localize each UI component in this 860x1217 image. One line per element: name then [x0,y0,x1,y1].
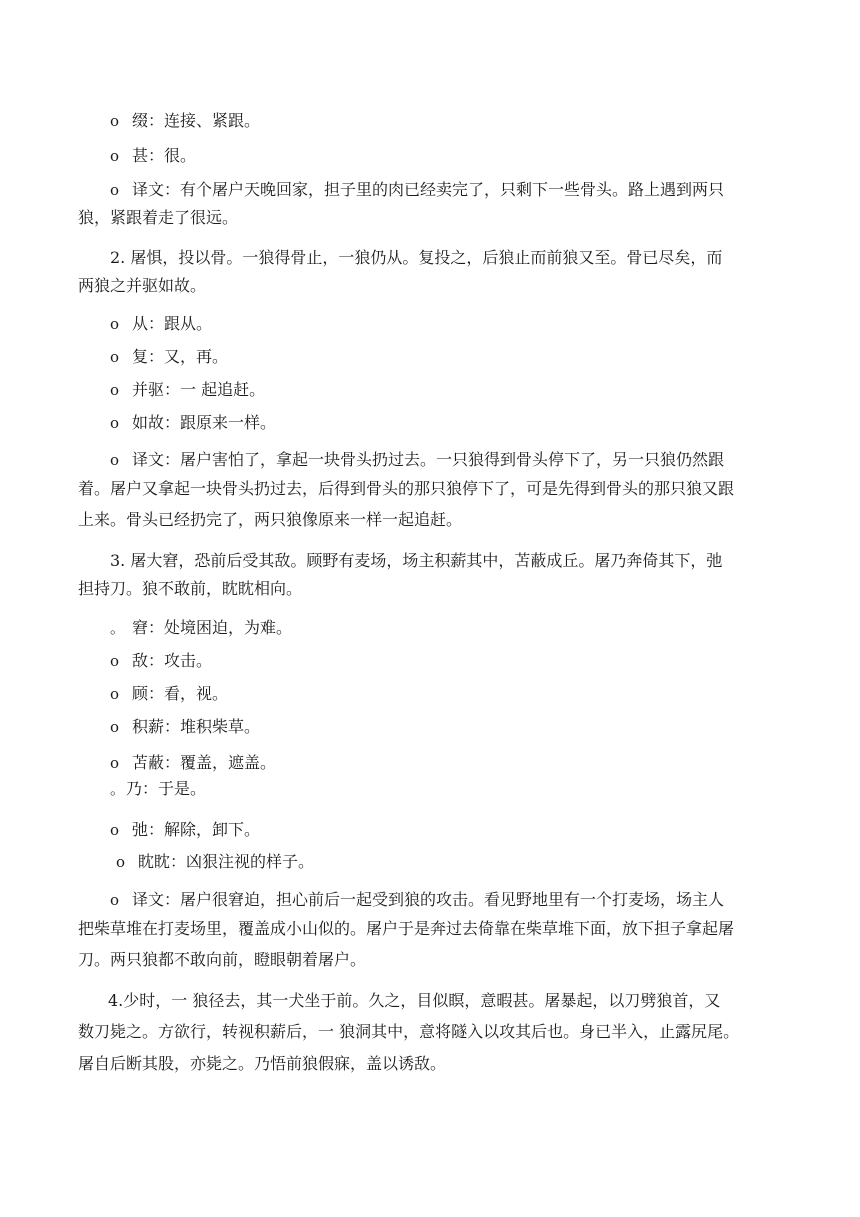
note-item [110,753,276,773]
source-paragraph-line [78,1054,446,1074]
translation-text: 译文：有个屠户天晚回家，担子里的肉已经卖完了，只剩下一些骨头。路上遇到两只 [132,180,725,199]
note-text: 弛：解除，卸下。 [132,820,261,839]
translation-text: 译文：屠户很窘迫，担心前后一起受到狼的攻击。看见野地里有一个打麦场，场主人 [132,890,725,909]
bullet-marker: o [110,147,120,165]
translation-line [78,479,734,499]
bullet-marker: o [110,652,120,670]
note-text: 从：跟从。 [132,314,213,333]
bullet-marker: 。 [110,780,126,798]
note-text: 缀：连接、紧跟。 [132,111,261,130]
source-paragraph-line [110,551,722,571]
translation-text: 译文：屠户害怕了，拿起一块骨头扔过去。一只狼得到骨头停下了，另一只狼仍然跟 [132,450,725,469]
note-text: 敌：攻击。 [132,651,213,670]
translation-text: 狼，紧跟着走了很远。 [78,208,239,227]
note-text: 复：又，再。 [132,347,229,366]
note-text: 积薪：堆积柴草。 [132,717,261,736]
source-paragraph-line [78,1022,739,1042]
source-paragraph-line [78,579,302,599]
source-paragraph-line [108,991,720,1011]
bullet-marker: o [110,451,120,469]
translation-line [78,208,238,228]
note-text: 苫蔽：覆盖，遮盖。 [132,753,277,772]
note-item [110,111,260,131]
note-item [110,413,276,433]
note-text: 并驱：一 起追赶。 [132,380,266,399]
translation-text: 刀。两只狼都不敢向前，瞪眼朝着屠户。 [78,950,367,969]
note-item [110,820,260,840]
note-text: 窘：处境困迫，为难。 [132,618,293,637]
note-item [110,347,228,367]
note-text: 如故：跟原来一样。 [132,413,277,432]
translation-line [78,950,366,970]
translation-line [78,919,734,939]
note-item [110,380,265,400]
note-item [116,852,314,872]
translation-line [110,890,724,910]
note-text: 乃：于是。 [126,779,207,798]
paragraph-text: 两狼之并驱如故。 [78,276,207,295]
bullet-marker: o [110,112,120,130]
bullet-marker: o [116,853,126,871]
translation-line [78,510,462,530]
source-paragraph-line [110,248,722,268]
bullet-marker: o [110,348,120,366]
translation-text: 把柴草堆在打麦场里，覆盖成小山似的。屠户于是奔过去倚靠在柴草堆下面，放下担子拿起屠 [78,919,735,938]
paragraph-text: 2. 屠惧，投以骨。一狼得骨止，一狼仍从。复投之，后狼止而前狼又至。骨已尽矣，而 [110,248,723,267]
note-item [110,684,228,704]
bullet-marker: o [110,381,120,399]
source-paragraph-line [78,276,206,296]
translation-text: 上来。骨头已经扔完了，两只狼像原来一样一起追赶。 [78,510,463,529]
note-item [110,651,212,671]
note-text: 甚：很。 [132,146,197,165]
bullet-marker: o [110,754,120,772]
bullet-marker: o [110,315,120,333]
bullet-marker: o [110,685,120,703]
bullet-marker: o [110,718,120,736]
bullet-marker: o [110,181,120,199]
paragraph-text: 4.少时，一 狼径去，其一犬坐于前。久之，目似瞑，意暇甚。屠暴起，以刀劈狼首，又 [108,991,721,1010]
note-item [110,779,206,799]
note-text: 顾：看，视。 [132,684,229,703]
paragraph-text: 担持刀。狼不敢前，眈眈相向。 [78,579,303,598]
note-item [110,717,260,737]
translation-line [110,450,724,470]
bullet-marker: 。 [110,619,126,637]
note-item [110,146,196,166]
paragraph-text: 3. 屠大窘，恐前后受其敌。顾野有麦场，场主积薪其中，苫蔽成丘。屠乃奔倚其下，弛 [110,551,723,570]
bullet-marker: o [110,414,120,432]
note-item [110,314,212,334]
bullet-marker: o [110,891,120,909]
translation-line [110,180,724,200]
note-item [110,618,292,638]
bullet-marker: o [110,821,120,839]
paragraph-text: 数刀毙之。方欲行，转视积薪后，一 狼洞其中，意将隧入以攻其后也。身已半入，止露尻尾。 [78,1022,740,1041]
paragraph-text: 屠自后断其股，亦毙之。乃悟前狼假寐，盖以诱敌。 [78,1054,447,1073]
translation-text: 着。屠户又拿起一块骨头扔过去，后得到骨头的那只狼停下了，可是先得到骨头的那只狼又跟 [78,479,735,498]
note-text: 眈眈：凶狠注视的样子。 [138,852,315,871]
